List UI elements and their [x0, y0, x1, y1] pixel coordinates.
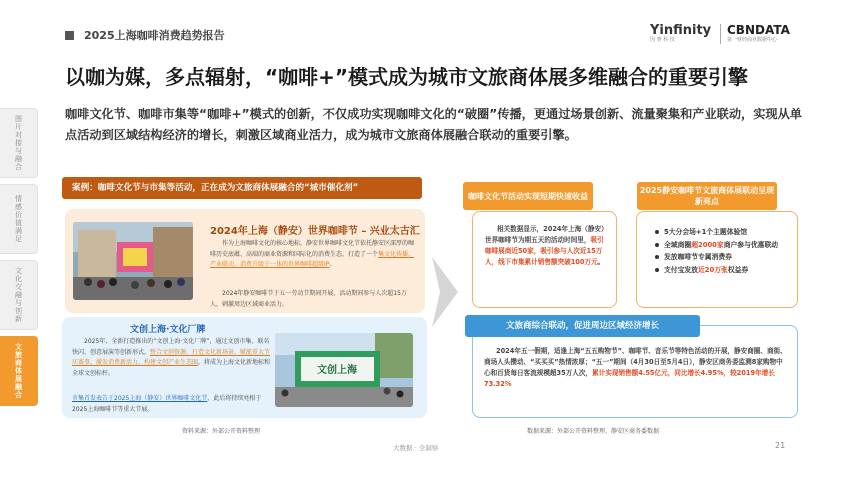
page-title: 以咖为媒，多点辐射，“咖啡+”模式成为城市文旅商体展多维融合的重要引擎	[65, 65, 749, 89]
card1-text-a: 相关数据显示，2024年上海（静安）世界咖啡节为期五天的活动时间里，	[485, 225, 605, 244]
source-note-left: 资料来源：外部公开资料整理	[182, 428, 261, 435]
sidebar-tab-4-active[interactable]	[0, 336, 38, 406]
intro-paragraph: 咖啡文化节、咖啡市集等“咖啡+”模式的创新，不仅成功实现咖啡文化的“破圈”传播，更通过场景创新、流量聚集和产业联动，实现从单点活动到区域结构经济的增长，刺激区域商业活力，成为城市文旅商体展融合联动的重要引擎。	[65, 107, 802, 142]
list-item	[655, 239, 778, 252]
sidebar-tab-label: 文化交融与创新	[14, 267, 23, 323]
card1-tag: 咖啡文化节活动实现短期快速收益	[463, 182, 593, 210]
list-item-text: 全域商圈	[664, 240, 692, 249]
page-number: 21	[775, 441, 786, 450]
case1-highlight: 集文化传播、产业联动、消费升级于一体的世界咖啡超级IP	[210, 250, 415, 269]
sidebar-tab-2[interactable]	[0, 184, 38, 254]
yinfinity-logo-name: Yinfinity	[650, 23, 712, 38]
sidebar-tab-label: 情感价值满足	[14, 195, 23, 243]
case1-text: 作为上海咖啡文化的核心地标，静安世界咖啡文化节依托静安区深厚的咖啡历史底蕴、高端的商业资源和国际化的消费生态，打造了一个	[210, 240, 415, 258]
cultural-market-photo	[275, 333, 413, 407]
logo-divider	[720, 24, 721, 44]
list-item-text: 权益券	[727, 265, 749, 274]
cbndata-logo-name: CBNDATA	[727, 23, 790, 37]
coffee-festival-photo	[73, 222, 193, 300]
case2-paragraph-2	[72, 394, 272, 415]
list-item-highlight: 近20万张	[697, 265, 728, 274]
card3-text	[484, 346, 789, 390]
card2-tag: 2025静安咖啡节文旅商体展联动呈现新亮点	[637, 182, 777, 210]
card3-tag: 文旅商综合联动，促进周边区域经济增长	[465, 315, 700, 337]
list-item-text: 支付宝发放	[664, 265, 698, 274]
card1-highlight: 吸引咖啡展商近50家，吸引参与人次近15万人，线下市集累计销售额突破100万元	[485, 236, 604, 266]
sidebar-tab-1[interactable]	[0, 108, 38, 178]
source-note-right: 数据来源：外部公开资料整理、静安区商务委数据	[527, 428, 660, 435]
list-item-text: 商户参与优惠联动	[723, 240, 779, 249]
cbndata-logo-sub: 第一财经商业数据中心	[727, 37, 778, 43]
case2-highlight-2: 市集首发表告于2025上海（静安）世界咖啡文化节	[72, 395, 208, 402]
list-item	[655, 226, 778, 239]
yinfinity-logo-sub: 因 赛 科 技	[650, 37, 675, 43]
list-item-text: 5大分会场+1个主题体验馆	[664, 228, 748, 236]
case1-paragraph-2: 2024年静安咖啡节于五一劳动节期间开展，活动期间参与人次超15万人，刺激周边区域商业活力。	[210, 290, 407, 308]
case1-title: 2024年上海（静安）世界咖啡节 – 兴业太古汇	[210, 226, 420, 237]
case2-text: 2025年，全新打造推出的“文创上海·文化厂牌”，通过文创市集、联名快闪、创意展演等创新形式，	[72, 338, 270, 356]
case2-text-2: ，此后将持续亮相于2025上海咖啡节等重大节展。	[72, 395, 262, 413]
yinfinity-logo	[650, 24, 711, 44]
sidebar-tab-label: 图片对接与融合	[14, 115, 23, 171]
card1-text	[485, 224, 606, 268]
header-marker-icon	[65, 31, 74, 40]
case2-title: 文创上海·文化厂牌	[130, 325, 206, 335]
sidebar-tab-label: 文旅商体展融合	[14, 343, 23, 399]
list-item	[655, 251, 778, 264]
case2-highlight: 整合文创资源，打造文化新场景，赋能重大节庆赛事，激发消费新活力，构建文创产业生态圈	[72, 348, 271, 366]
list-item-highlight: 超2000家	[691, 240, 724, 249]
report-title: 2025上海咖啡消费趋势报告	[84, 29, 225, 42]
market-sign-text: 文创上海	[317, 365, 357, 376]
sidebar-tab-3[interactable]	[0, 260, 38, 330]
case1-paragraph-1	[210, 239, 415, 271]
footer-brand: 大数据 · 全洞察	[393, 444, 439, 452]
chevron-right-icon	[432, 257, 458, 327]
card3-highlight: 累计实现销售额4.55亿元，同比增长4.95%，较2019年增长73.32%	[484, 369, 775, 388]
cbndata-logo	[727, 24, 790, 44]
card1-text-b: 。	[597, 258, 605, 266]
card2-list	[655, 226, 778, 276]
case2-paragraph-1	[72, 337, 272, 379]
card3-text-a: 2024年五一假期，适逢上海“五五购物节”、咖啡节、音乐节等特色活动的开展，静安商圈、商街、商场人头攒动、“买买买”热情浓厚；“五一”期间（4月30日至5月4日），静安区商务委监测8家购物中心和百货每日客流规模超35万人次，	[484, 347, 787, 377]
case1-text-end: 。	[329, 261, 336, 269]
case-banner: 案例：咖啡文化节与市集等活动，正在成为文旅商体展融合的“城市催化剂”	[62, 177, 422, 199]
case2-text-end: ，将成为上海文化新地标和全球文创标杆。	[72, 359, 271, 377]
list-item	[655, 264, 778, 277]
list-item-text: 发放咖啡节专属消费券	[664, 253, 732, 262]
